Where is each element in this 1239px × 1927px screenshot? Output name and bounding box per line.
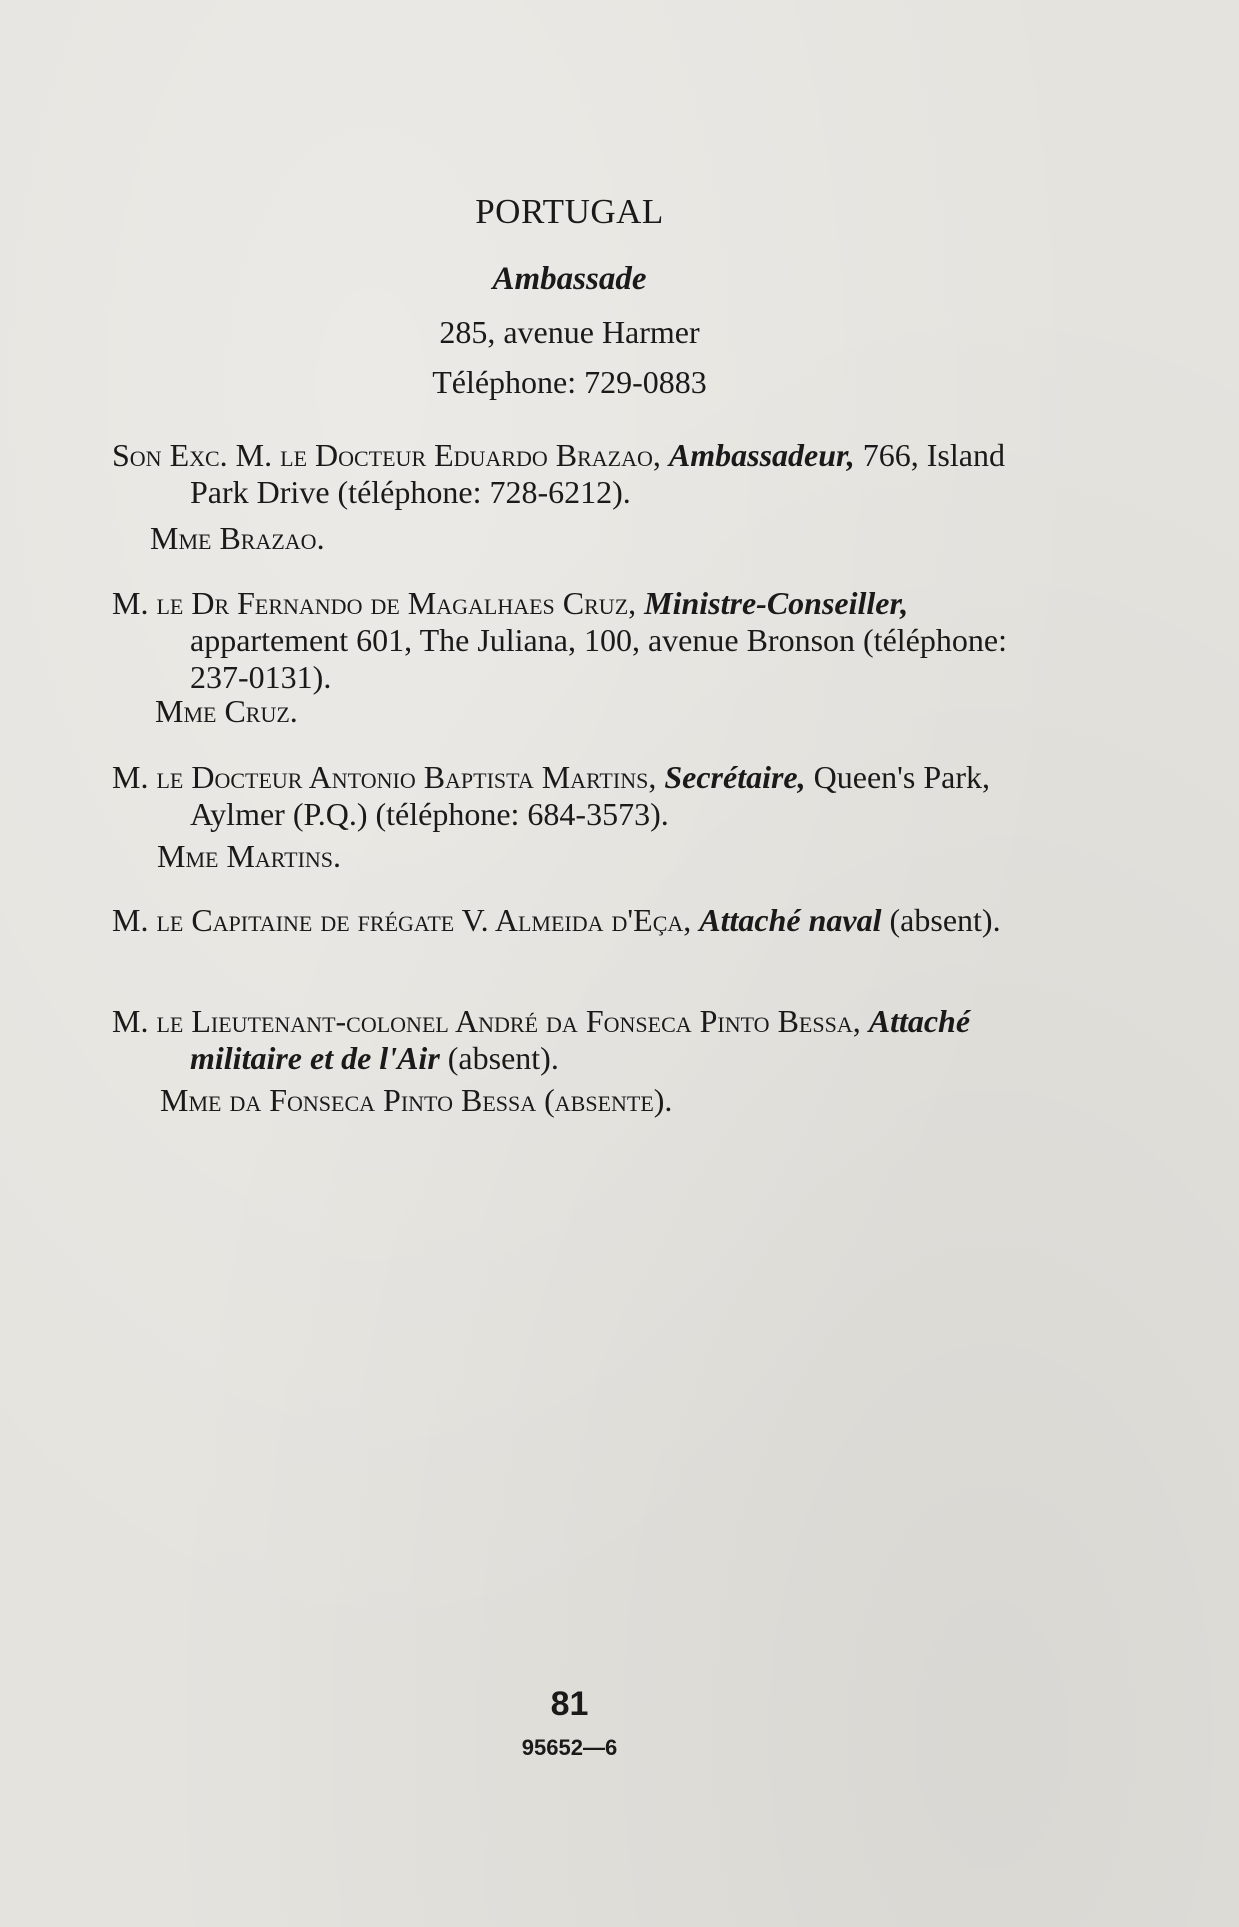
spouse-name: Mme Martins. — [157, 838, 342, 874]
country-heading: PORTUGAL — [475, 192, 664, 231]
embassy-telephone: Téléphone: 729-0883 — [432, 364, 707, 400]
page-number: 81 — [550, 1685, 589, 1723]
diplomat-name: M. le Dr Fernando de Magalhaes Cruz, — [112, 585, 637, 621]
diplomat-role: Attaché naval — [699, 902, 882, 938]
diplomat-name: M. le Docteur Antonio Baptista Martins, — [112, 759, 657, 795]
diplomat-name: M. le Capitaine de frégate V. Almeida d'Eça, — [112, 902, 692, 938]
diplomat-role: Secrétaire, — [664, 759, 806, 795]
diplomat-details: (absent). — [889, 902, 1001, 938]
diplomat-role: Attaché militaire et de l'Air — [190, 1003, 971, 1076]
diplomat-details: appartement 601, The Juliana, 100, avenue Bronson (téléphone: 237-0131). — [190, 622, 1007, 695]
diplomat-name: M. le Lieutenant-colonel André da Fonseca Pinto Bessa, — [112, 1003, 861, 1039]
spouse-name: Mme da Fonseca Pinto Bessa (absente). — [160, 1082, 673, 1118]
diplomat-entry — [112, 585, 1032, 696]
diplomat-entry — [112, 902, 1032, 939]
diplomat-details: (absent). — [447, 1040, 559, 1076]
spouse-name: Mme Brazao. — [150, 520, 325, 556]
diplomat-entry — [112, 759, 1032, 833]
embassy-address: 285, avenue Harmer — [439, 314, 700, 350]
diplomat-role: Ministre-Conseiller, — [644, 585, 909, 621]
diplomat-entry — [112, 437, 1032, 511]
mission-type: Ambassade — [492, 261, 647, 297]
print-code: 95652—6 — [521, 1735, 618, 1760]
diplomat-role: Ambassadeur, — [668, 437, 855, 473]
diplomat-details: Queen's Park, Aylmer (P.Q.) (téléphone: 684-3573). — [190, 759, 991, 832]
diplomat-entry — [112, 1003, 1032, 1077]
diplomat-name: Son Exc. M. le Docteur Eduardo Brazao, — [112, 437, 661, 473]
diplomat-details: 766, Island Park Drive (téléphone: 728-6212). — [190, 437, 1005, 510]
spouse-name: Mme Cruz. — [155, 693, 298, 729]
